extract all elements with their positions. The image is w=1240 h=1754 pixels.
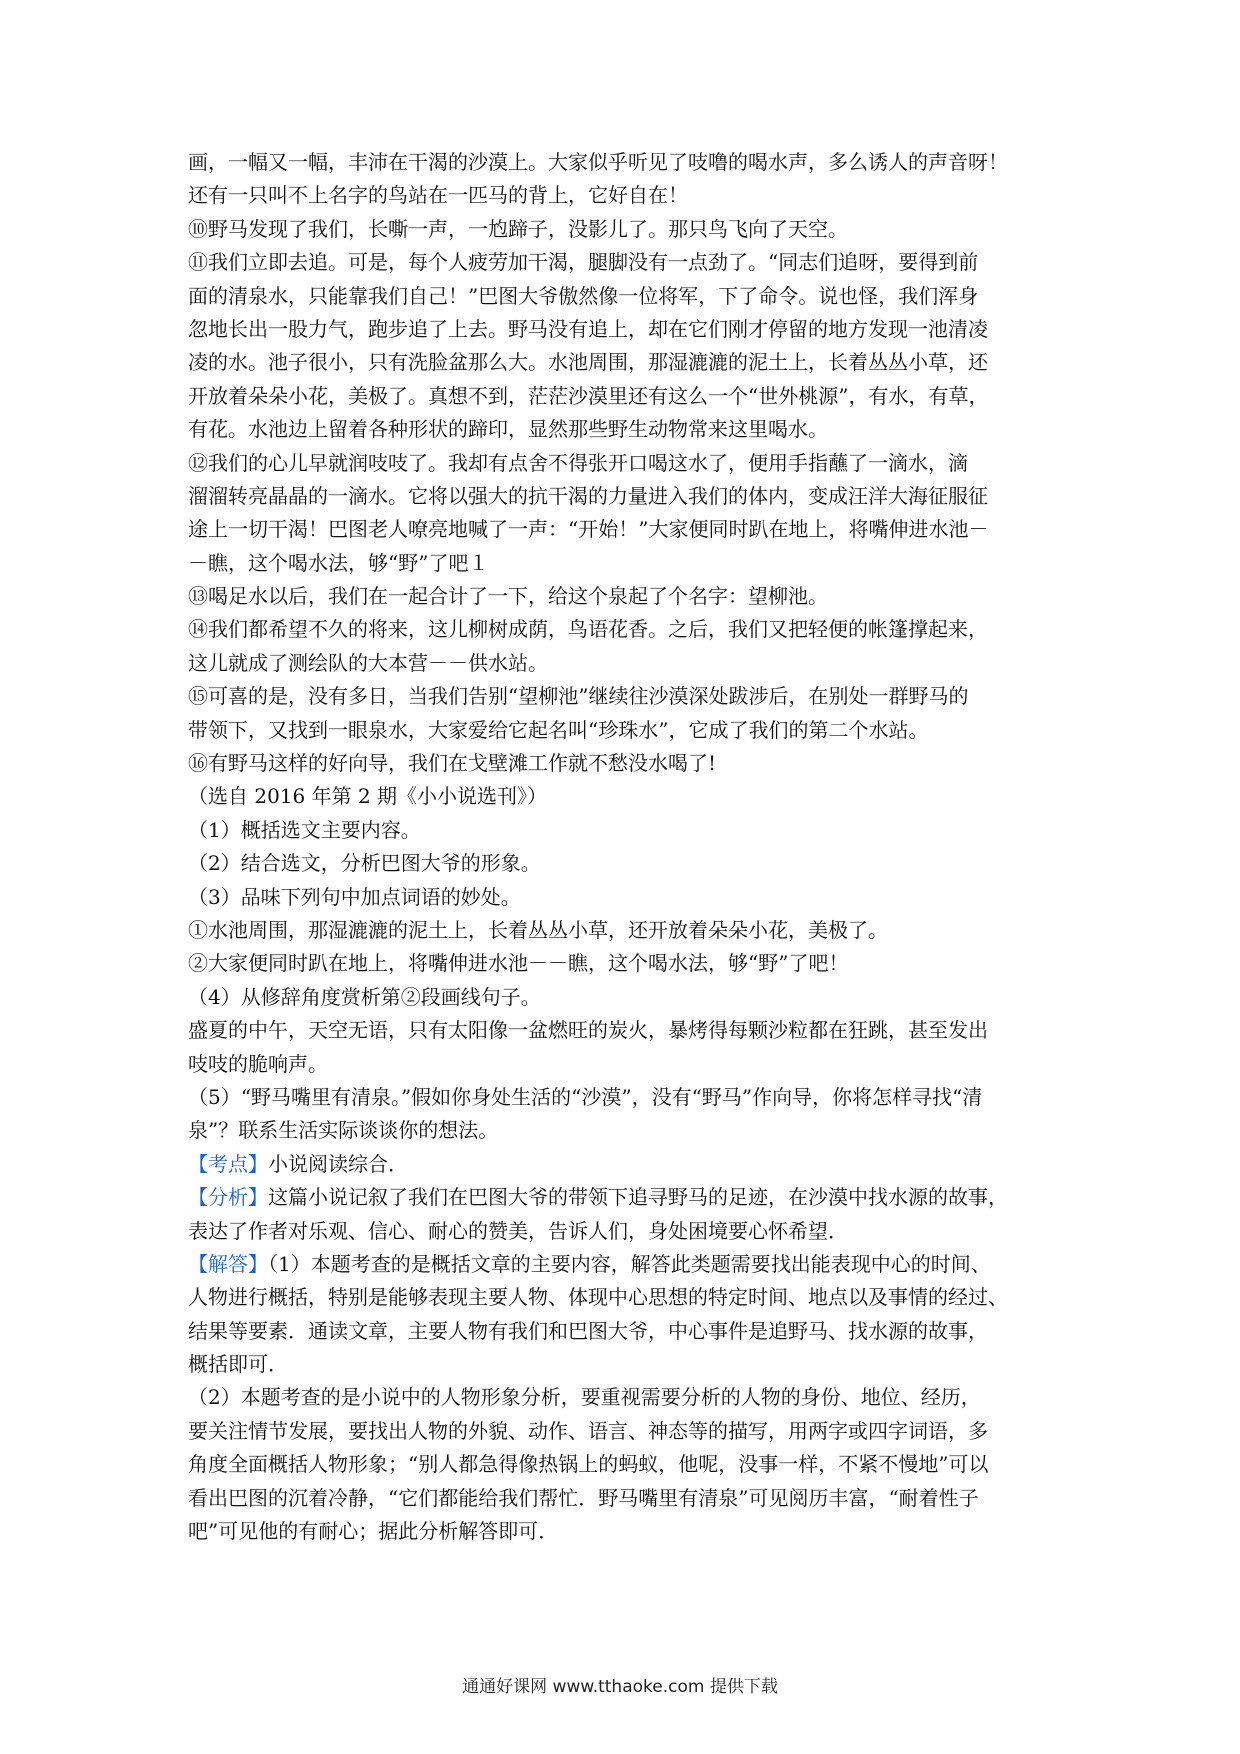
passage-text: [188, 146, 1068, 1148]
question-3-item-1: ①水池周围，那湿漉漉的泥土上，长着丛丛小草，还开放着朵朵小花，美极了。: [188, 917, 888, 942]
text-line: 有花。水池边上留着各种形状的蹄印，显然那些野生动物常来这里喝水。: [188, 417, 828, 442]
kaodian-text: 小说阅读综合．: [268, 1151, 408, 1176]
text-line: ⑩野马发现了我们，长嘶一声，一尥蹄子，没影儿了。那只鸟飞向了天空。: [188, 216, 848, 241]
question-5: （5）“野马嘴里有清泉。”假如你身处生活的“沙漠”，没有“野马”作向导，你将怎样寻找“清: [188, 1084, 983, 1109]
text-line: 凌的水。池子很小，只有洗脸盆那么大。水池周围，那湿漉漉的泥土上，长着丛丛小草，还: [188, 350, 988, 375]
question-3-item-2: ②大家便同时趴在地上，将嘴伸进水池－－瞧，这个喝水法，够“野”了吧！: [188, 951, 849, 976]
text-line: 结果等要素．通读文章，主要人物有我们和巴图大爷，中心事件是追野马、找水源的故事，: [188, 1318, 988, 1343]
fenxi-tag: 【分析】: [188, 1185, 268, 1210]
text-line: 途上一切干渴！巴图老人嘹亮地喊了一声：“开始！”大家便同时趴在地上，将嘴伸进水池－: [188, 517, 989, 542]
jieda-tag: 【解答】: [188, 1251, 268, 1276]
text-line: 要关注情节发展，要找出人物的外貌、动作、语言、神态等的描写，用两字或四字词语，多: [188, 1418, 988, 1443]
answer-section: [188, 1148, 1068, 1549]
fenxi-line: [188, 1181, 1068, 1214]
kaodian-line: [188, 1148, 1068, 1181]
text-line: 忽地长出一股力气，跑步追了上去。野马没有追上，却在它们刚才停留的地方发现一池清凌: [188, 316, 988, 341]
page-footer: 通通好课网 www.tthaoke.com 提供下载: [462, 1677, 778, 1697]
text-line: （2）本题考查的是小说中的人物形象分析，要重视需要分析的人物的身份、地位、经历，: [188, 1385, 981, 1410]
text-line: ⑭我们都希望不久的将来，这儿柳树成荫，鸟语花香。之后，我们又把轻便的帐篷撑起来，: [188, 617, 988, 642]
text-line: ⑬喝足水以后，我们在一起合计了一下，给这个泉起了个名字：望柳池。: [188, 584, 828, 609]
text-line: 画，一幅又一幅，丰沛在干渴的沙漠上。大家似乎听见了吱噜的喝水声，多么诱人的声音呀！: [188, 150, 1008, 174]
text-line: 盛夏的中午，天空无语，只有太阳像一盆燃旺的炭火，暴烤得每颗沙粒都在狂跳，甚至发出: [188, 1018, 988, 1043]
text-line: 开放着朵朵小花，美极了。真想不到，茫茫沙漠里还有这么一个“世外桃源”，有水，有草，: [188, 383, 989, 408]
question-3: （3）品味下列句中加点词语的妙处。: [188, 884, 521, 909]
text-line: 这儿就成了测绘队的大本营－－供水站。: [188, 650, 548, 675]
text-line: ⑯有野马这样的好向导，我们在戈壁滩工作就不愁没水喝了!: [188, 751, 717, 776]
text-line: 角度全面概括人物形象；“别人都急得像热锅上的蚂蚁，他呢，没事一样，不紧不慢地”可以: [188, 1452, 989, 1477]
text-line: ⑫我们的心儿早就润吱吱了。我却有点舍不得张开口喝这水了，便用手指蘸了一滴水，滴: [188, 450, 968, 475]
text-line: 还有一只叫不上名字的鸟站在一匹马的背上，它好自在！: [188, 183, 688, 208]
text-line: 看出巴图的沉着冷静，“它们都能给我们帮忙．野马嘴里有清泉”可见阅历丰富，“耐着性子: [188, 1485, 979, 1510]
text-line: 吱吱的脆响声。: [188, 1051, 328, 1076]
text-line: 表达了作者对乐观、信心、耐心的赞美，告诉人们，身处困境要心怀希望．: [188, 1218, 848, 1243]
question-2: （2）结合选文，分析巴图大爷的形象。: [188, 851, 541, 876]
question-1: （1）概括选文主要内容。: [188, 817, 421, 842]
text-line: 溜溜转亮晶晶的一滴水。它将以强大的抗干渴的力量进入我们的体内，变成汪洋大海征服征: [188, 483, 988, 508]
source-citation: （选自 2016 年第 2 期《小小说选刊》）: [188, 784, 548, 809]
text-line: ⑮可喜的是，没有多日，当我们告别“望柳池”继续往沙漠深处跋涉后，在别处一群野马的: [188, 684, 969, 709]
text-line: ⑪我们立即去追。可是，每个人疲劳加干渴，腿脚没有一点劲了。“同志们追呀，要得到前: [188, 250, 979, 275]
text-line: 概括即可．: [188, 1352, 288, 1377]
jieda-text: （1）本题考查的是概括文章的主要内容，解答此类题需要找出能表现中心的时间、: [268, 1251, 991, 1276]
text-line: 吧”可见他的有耐心；据此分析解答即可．: [188, 1519, 559, 1544]
text-line: 面的清泉水，只能靠我们自己！”巴图大爷傲然像一位将军，下了命令。说也怪，我们浑身: [188, 283, 979, 308]
kaodian-tag: 【考点】: [188, 1151, 268, 1176]
fenxi-text: 这篇小说记叙了我们在巴图大爷的带领下追寻野马的足迹，在沙漠中找水源的故事，: [268, 1185, 1008, 1210]
text-line: －瞧，这个喝水法，够“野”了吧１: [188, 550, 489, 575]
text-line: 人物进行概括，特别是能够表现主要人物、体现中心思想的特定时间、地点以及事情的经过、: [188, 1285, 1008, 1310]
jieda-line: [188, 1248, 1068, 1281]
question-4: （4）从修辞角度赏析第②段画线句子。: [188, 984, 541, 1009]
text-line: 泉”？联系生活实际谈谈你的想法。: [188, 1118, 499, 1143]
document-body: [188, 146, 1068, 1548]
text-line: 带领下，又找到一眼泉水，大家爱给它起名叫“珍珠水”，它成了我们的第二个水站。: [188, 717, 929, 742]
